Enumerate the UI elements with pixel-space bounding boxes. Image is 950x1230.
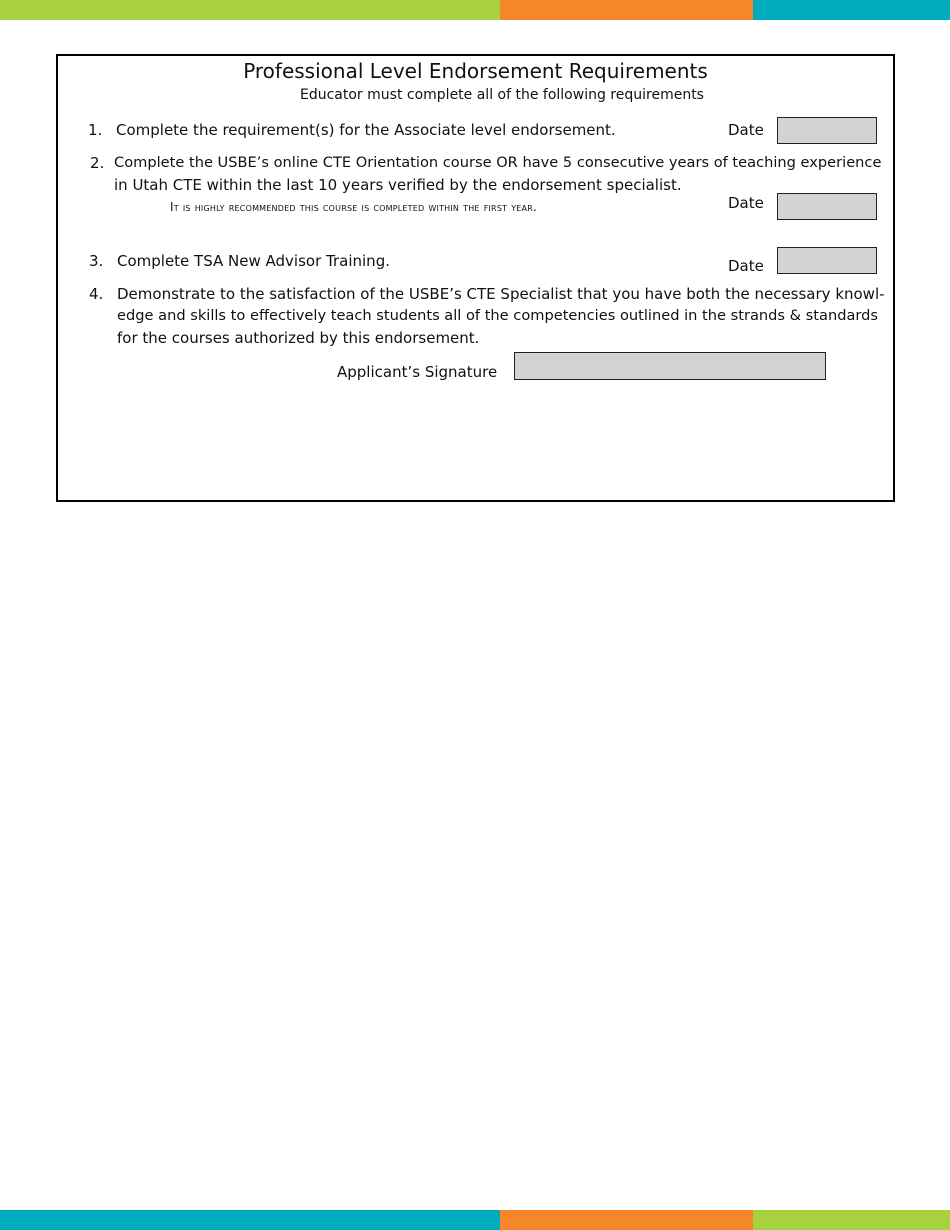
signature-label: Applicant’s Signature: [337, 363, 498, 381]
requirement-2-date-label: Date: [728, 194, 764, 212]
bottom-bar-orange: [500, 1210, 753, 1230]
requirement-4-text-line-2: edge and skills to effectively teach students all of the competencies outlined in the strands & standards: [117, 307, 879, 324]
bottom-bar-teal: [0, 1210, 500, 1230]
requirement-4-text-line-1: Demonstrate to the satisfaction of the USBE’s CTE Specialist that you have both the necessary knowl-: [117, 285, 885, 303]
top-bar-green: [0, 0, 500, 20]
requirements-form: [56, 54, 895, 502]
requirement-4-number: 4.: [89, 285, 104, 303]
requirement-1-number: 1.: [88, 121, 103, 139]
form-title: Professional Level Endorsement Requirements: [243, 59, 708, 83]
requirement-3-text: Complete TSA New Advisor Training.: [117, 252, 390, 270]
top-bar-teal: [753, 0, 950, 20]
form-subtitle: Educator must complete all of the following requirements: [300, 87, 704, 103]
bottom-color-bar: [0, 1210, 950, 1230]
bottom-bar-green: [753, 1210, 950, 1230]
top-bar-orange: [500, 0, 753, 20]
requirement-3-date-label: Date: [728, 257, 764, 275]
requirement-4-text-line-3: for the courses authorized by this endorsement.: [117, 329, 480, 347]
requirement-3-date-field[interactable]: [777, 247, 877, 274]
requirement-2-number: 2.: [90, 154, 105, 172]
requirement-2-note: It is highly recommended this course is completed within the first year.: [170, 200, 537, 214]
requirement-2-date-field[interactable]: [777, 193, 877, 220]
signature-field[interactable]: [514, 352, 826, 380]
requirement-2-text-line-2: in Utah CTE within the last 10 years verified by the endorsement specialist.: [114, 176, 682, 194]
requirement-1-text: Complete the requirement(s) for the Associate level endorsement.: [116, 121, 616, 139]
requirement-2-text-line-1: Complete the USBE’s online CTE Orientation course OR have 5 consecutive years of teaching experience: [114, 154, 882, 171]
requirement-1-date-label: Date: [728, 121, 764, 139]
requirement-1-date-field[interactable]: [777, 117, 877, 144]
requirement-3-number: 3.: [89, 252, 104, 270]
top-color-bar: [0, 0, 950, 20]
